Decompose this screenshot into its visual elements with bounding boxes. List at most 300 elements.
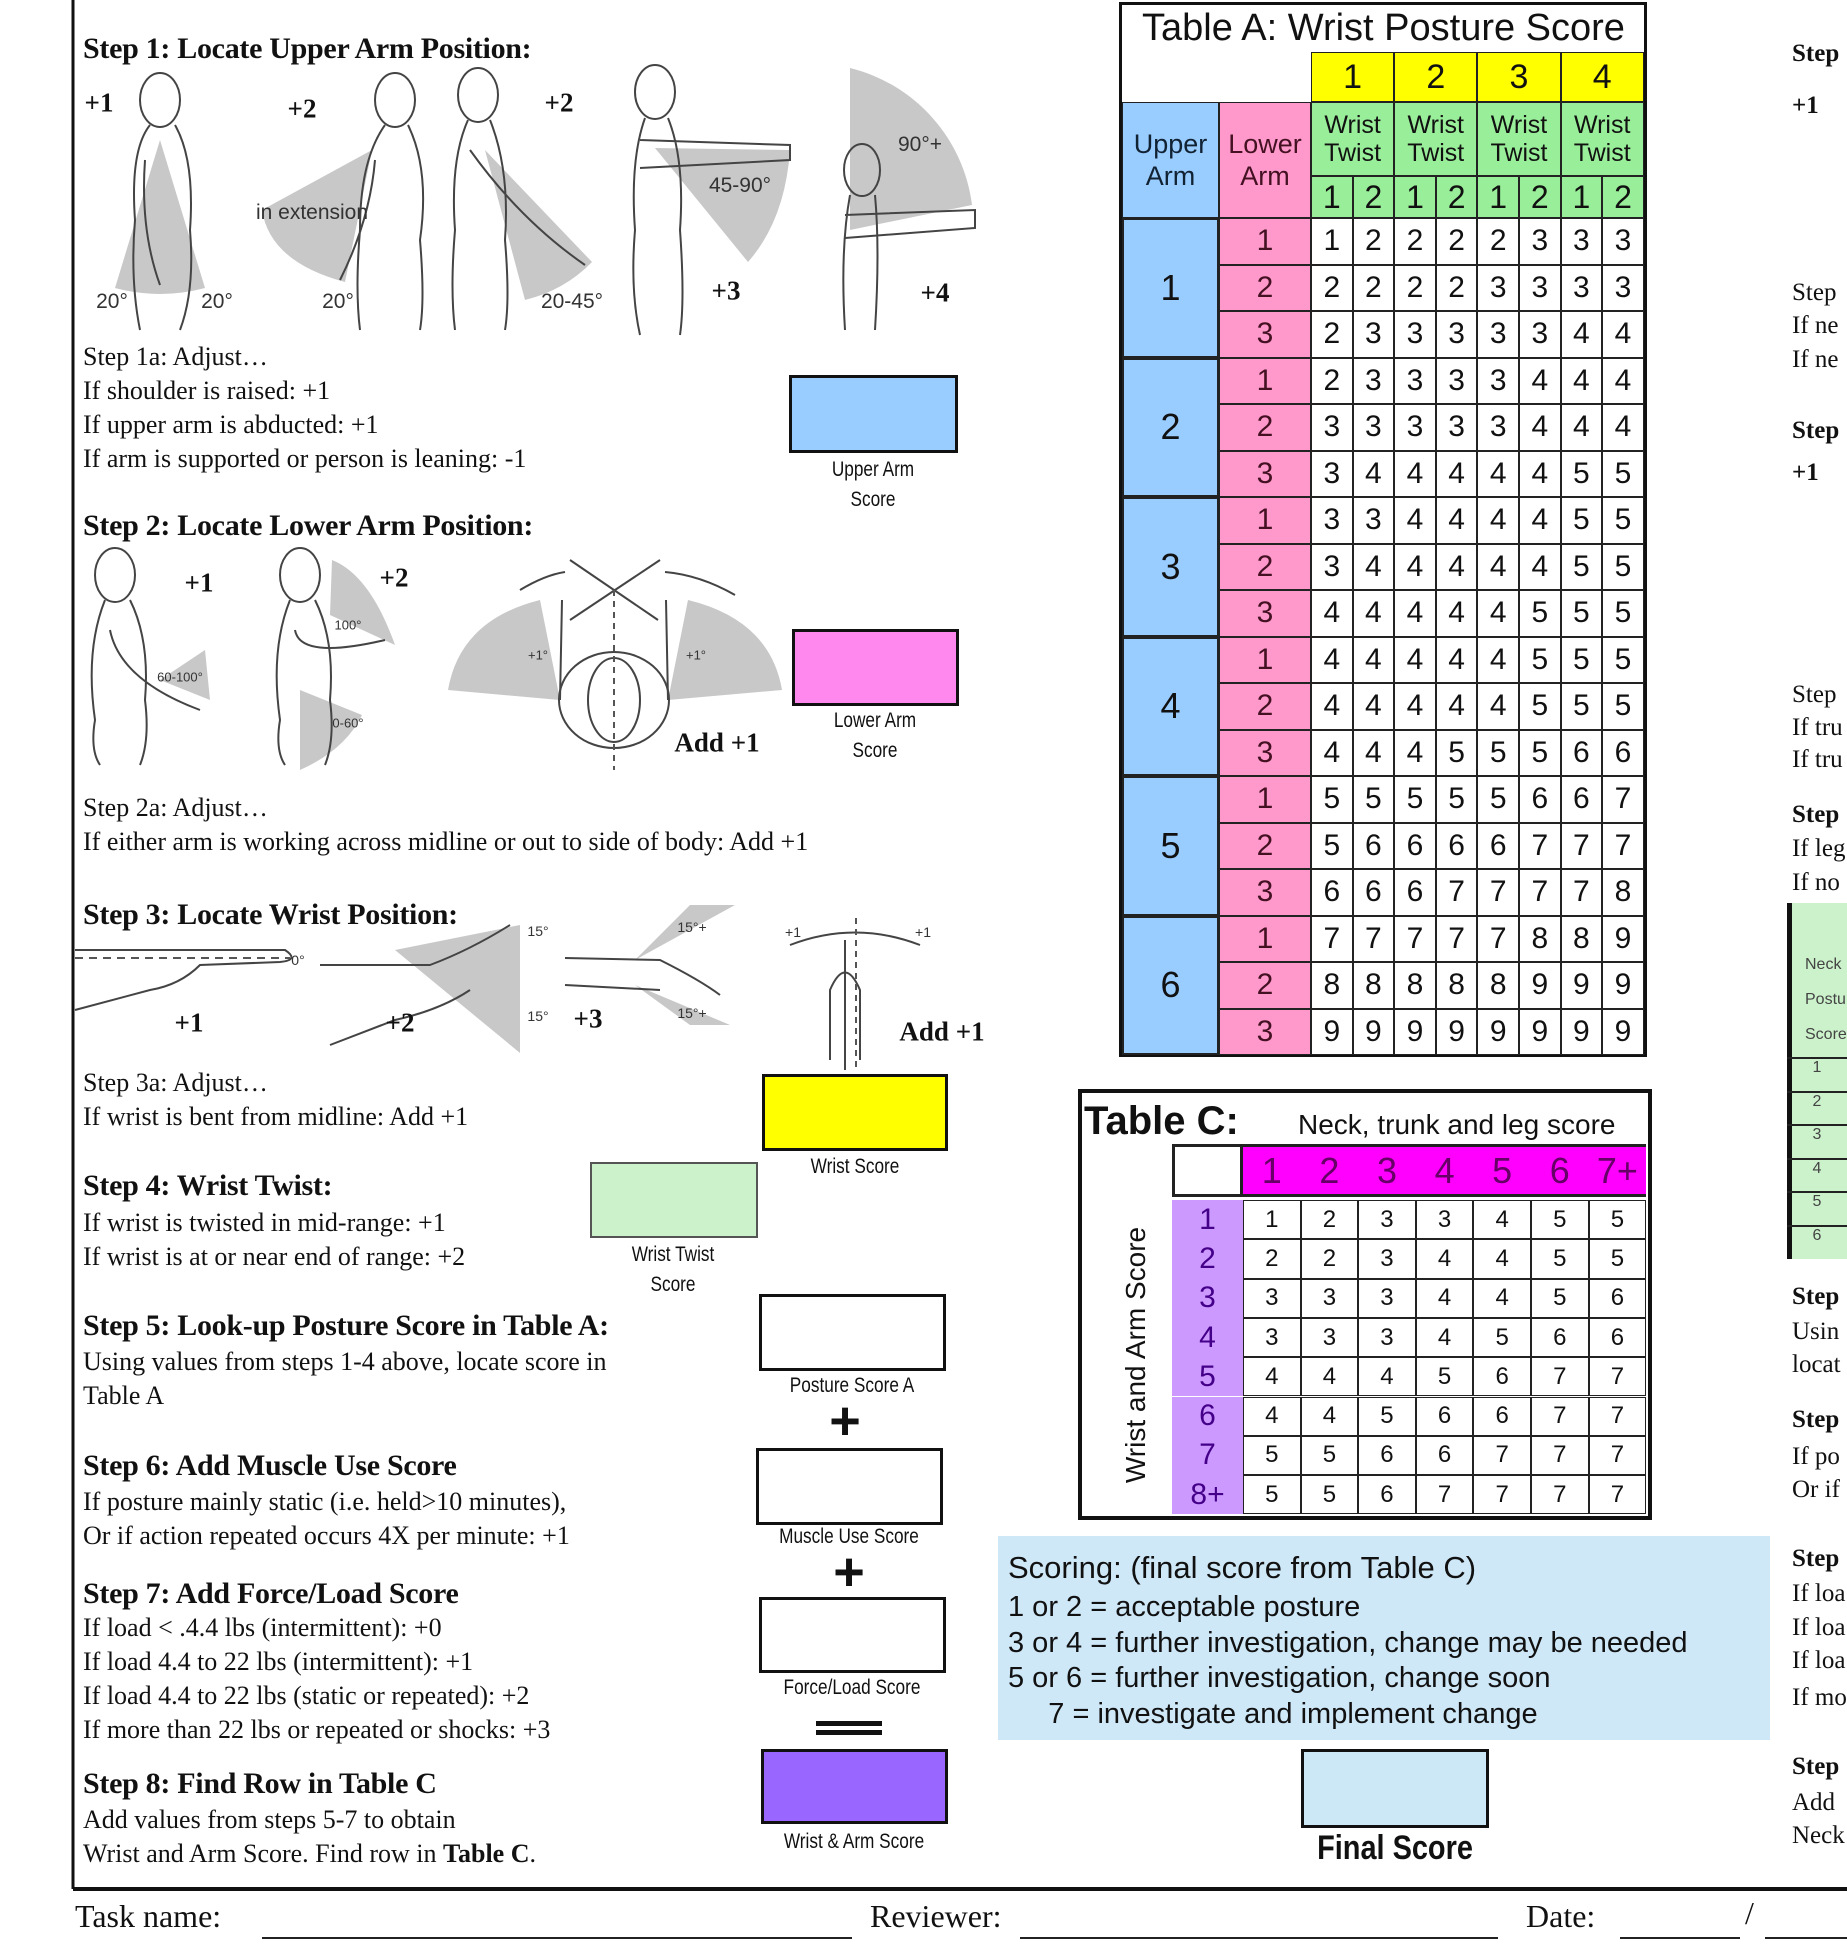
lower-arm-header-text: Arm [1240, 161, 1290, 191]
step1a-title: Step 1a: Adjust… [83, 342, 268, 371]
cutoff-text: Step [1792, 801, 1840, 828]
cutoff-text: Add [1792, 1789, 1836, 1816]
table-a-cell: 7 [1519, 823, 1561, 870]
lower-arm-value: 2 [1219, 544, 1311, 591]
scoring-line: 5 or 6 = further investigation, change soon [1008, 1662, 1551, 1694]
table-a-cell: 6 [1394, 823, 1436, 870]
date-day-field[interactable] [1765, 1937, 1847, 1939]
table-a-cell: 3 [1561, 265, 1603, 312]
step7-line: If load 4.4 to 22 lbs (intermittent): +1 [83, 1647, 474, 1676]
lower-arm-value: 2 [1219, 265, 1311, 312]
table-a-cell: 4 [1436, 544, 1478, 591]
date-month-field[interactable] [1620, 1937, 1740, 1939]
table-a-cell: 5 [1602, 451, 1644, 498]
step3-score-plus1: +1 [174, 1007, 204, 1038]
wrist-twist-score-box[interactable] [590, 1162, 758, 1238]
upper-arm-value: 3 [1122, 497, 1219, 637]
wrist-twist-score-label: Wrist Twist Score [631, 1243, 715, 1296]
table-c-column-header: 1 [1243, 1144, 1301, 1197]
lower-arm-value: 1 [1219, 497, 1311, 544]
table-a-cell: 4 [1353, 590, 1395, 637]
table-c-row-label: 5 [1172, 1357, 1243, 1396]
step2a-adjust [83, 791, 808, 859]
table-c-cell: 6 [1416, 1436, 1474, 1475]
lower-arm-score-box[interactable] [792, 629, 959, 706]
upper-arm-header-text: Upper [1133, 129, 1208, 159]
table-a-cell: 7 [1561, 823, 1603, 870]
table-a-cell: 3 [1311, 451, 1353, 498]
step5-lines [83, 1345, 606, 1413]
step3-heading: Step 3: Locate Wrist Position: [83, 898, 458, 931]
table-c-row-label: 1 [1172, 1200, 1243, 1239]
step6-line: If posture mainly static (i.e. held>10 minutes), [83, 1487, 567, 1516]
table-a-cell: 2 [1394, 218, 1436, 265]
lower-arm-header-text: Lower [1228, 129, 1302, 159]
force-load-score-label: Force/Load Score [783, 1676, 921, 1699]
step1a-line: If arm is supported or person is leaning: -1 [83, 444, 527, 473]
table-c-cell: 5 [1358, 1397, 1416, 1436]
table-a-cell: 4 [1311, 590, 1353, 637]
angle-label: 0° [291, 952, 305, 968]
table-a-cell: 8 [1353, 962, 1395, 1009]
table-a-cell: 2 [1477, 218, 1519, 265]
table-a-cell: 4 [1353, 637, 1395, 684]
force-load-score-box[interactable] [759, 1597, 946, 1673]
final-score-label: Final Score [1317, 1829, 1473, 1867]
upper-arm-value: 5 [1122, 776, 1219, 916]
table-a-cell: 5 [1602, 544, 1644, 591]
step1-score-plus3: +3 [711, 275, 741, 306]
wrist-twist-value: 2 [1436, 176, 1478, 218]
cutoff-text: If ne [1792, 312, 1839, 339]
wrist-twist-label: Twist [1573, 139, 1631, 167]
table-a-cell: 3 [1353, 358, 1395, 405]
upper-arm-header-text: Arm [1145, 161, 1196, 191]
table-a-cell: 4 [1477, 590, 1519, 637]
table-c-cell: 3 [1301, 1279, 1359, 1318]
wrist-twist-header [1477, 102, 1560, 176]
table-a-cell: 4 [1394, 683, 1436, 730]
table-a-cell: 4 [1477, 544, 1519, 591]
cutoff-text: If po [1792, 1443, 1840, 1470]
neck-posture-header: Score [1805, 1026, 1847, 1043]
table-c-row-label: 7 [1172, 1436, 1243, 1475]
cutoff-text: If leg [1792, 835, 1846, 862]
lower-arm-value: 3 [1219, 1009, 1311, 1056]
table-a-cell: 5 [1561, 497, 1603, 544]
table-a-cell: 2 [1311, 265, 1353, 312]
step7-heading: Step 7: Add Force/Load Score [83, 1577, 459, 1610]
table-a-cell: 9 [1602, 916, 1644, 963]
wrist-arm-score-box[interactable] [761, 1749, 948, 1824]
table-a-cell: 2 [1311, 311, 1353, 358]
table-c-cell: 4 [1243, 1357, 1301, 1396]
step3-add-plus1: Add +1 [899, 1016, 985, 1047]
table-c-cell: 1 [1243, 1200, 1301, 1239]
step1-heading: Step 1: Locate Upper Arm Position: [83, 32, 532, 65]
wrist-twist-label: Wrist [1490, 111, 1548, 139]
table-c-cell: 2 [1301, 1239, 1359, 1278]
neck-posture-row: 4 [1787, 1158, 1847, 1192]
wrist-twist-label: Wrist [1407, 111, 1465, 139]
table-a-cell: 1 [1311, 218, 1353, 265]
table-a-cell: 4 [1477, 683, 1519, 730]
posture-score-a-label: Posture Score A [789, 1374, 915, 1397]
table-a-cell: 7 [1477, 916, 1519, 963]
angle-label: 45-90° [708, 174, 772, 197]
table-a-cell: 2 [1436, 218, 1478, 265]
wrist-twist-label: Twist [1490, 139, 1548, 167]
upper-arm-value: 6 [1122, 916, 1219, 1056]
table-a-cell: 3 [1353, 404, 1395, 451]
table-a-cell: 5 [1561, 590, 1603, 637]
table-a-cell: 3 [1477, 311, 1519, 358]
table-a-cell: 4 [1394, 497, 1436, 544]
table-c-column-header: 5 [1473, 1144, 1531, 1197]
angle-label: 100° [334, 617, 362, 633]
table-a-cell: 4 [1436, 451, 1478, 498]
table-a-cell: 4 [1436, 590, 1478, 637]
cutoff-text: If loa [1792, 1647, 1846, 1674]
angle-label: 90°+ [897, 133, 943, 156]
angle-label: +1° [527, 647, 549, 663]
upper-arm-header [1122, 102, 1219, 218]
table-a-cell: 5 [1477, 776, 1519, 823]
table-a-cell: 5 [1477, 730, 1519, 777]
step4-lines [83, 1206, 465, 1274]
lower-arm-value: 3 [1219, 451, 1311, 498]
step1a-line: If shoulder is raised: +1 [83, 376, 331, 405]
cutoff-text: Or if [1792, 1476, 1840, 1503]
table-c-cell: 5 [1301, 1475, 1359, 1514]
table-c-subtitle: Neck, trunk and leg score [1298, 1109, 1616, 1140]
table-a-cell: 5 [1436, 776, 1478, 823]
table-a-cell: 4 [1477, 637, 1519, 684]
lower-arm-value: 2 [1219, 683, 1311, 730]
table-c-cell: 5 [1416, 1357, 1474, 1396]
table-c-cell: 6 [1589, 1318, 1647, 1357]
lower-arm-value: 3 [1219, 730, 1311, 777]
table-c-cell: 2 [1243, 1239, 1301, 1278]
neck-posture-row: 1 [1787, 1057, 1847, 1091]
angle-label: 15° [527, 923, 549, 939]
step6-heading: Step 6: Add Muscle Use Score [83, 1449, 457, 1482]
table-a-cell: 9 [1394, 1009, 1436, 1056]
angle-label: 20-45° [540, 290, 604, 313]
scoring-legend [998, 1536, 1770, 1740]
table-a-cell: 6 [1561, 730, 1603, 777]
table-a-cell: 6 [1353, 869, 1395, 916]
table-a-cell: 4 [1436, 683, 1478, 730]
lower-arm-value: 1 [1219, 637, 1311, 684]
table-a-cell: 8 [1436, 962, 1478, 1009]
muscle-use-score-label: Muscle Use Score [779, 1525, 919, 1548]
table-a-cell: 2 [1436, 265, 1478, 312]
table-a-cell: 6 [1311, 869, 1353, 916]
table-a-cell: 9 [1519, 962, 1561, 1009]
date-separator: / [1745, 1895, 1754, 1931]
step7-line: If load 4.4 to 22 lbs (static or repeated): +2 [83, 1681, 530, 1710]
table-c-cell: 7 [1531, 1357, 1589, 1396]
table-a-cell: 4 [1394, 637, 1436, 684]
table-a-cell: 4 [1602, 404, 1644, 451]
lower-arm-value: 2 [1219, 404, 1311, 451]
upper-arm-value: 2 [1122, 358, 1219, 498]
table-c-cell: 5 [1531, 1200, 1589, 1239]
table-a-cell: 3 [1311, 404, 1353, 451]
table-c-cell: 4 [1301, 1397, 1359, 1436]
angle-label: 20° [96, 290, 128, 313]
table-a-cell: 7 [1394, 916, 1436, 963]
table-a-cell: 5 [1602, 637, 1644, 684]
table-a-cell: 4 [1436, 497, 1478, 544]
table-c-cell: 6 [1531, 1318, 1589, 1357]
table-c-cell: 4 [1473, 1239, 1531, 1278]
neck-posture-row: 6 [1787, 1225, 1847, 1259]
cutoff-text: If tru [1792, 714, 1843, 741]
date-label: Date: [1526, 1898, 1596, 1934]
table-c-cell: 3 [1358, 1200, 1416, 1239]
step6-lines [83, 1485, 570, 1553]
table-c-cell: 4 [1473, 1200, 1531, 1239]
table-c-cell: 7 [1531, 1397, 1589, 1436]
table-a-cell: 9 [1353, 1009, 1395, 1056]
wrist-twist-value: 1 [1561, 176, 1603, 218]
angle-label: 15° [527, 1008, 549, 1024]
cutoff-text: Step [1792, 681, 1837, 708]
step6-line: Or if action repeated occurs 4X per minute: +1 [83, 1521, 570, 1550]
reviewer-field[interactable] [1020, 1937, 1498, 1939]
table-a-cell: 9 [1436, 1009, 1478, 1056]
table-c-cell: 7 [1589, 1397, 1647, 1436]
table-c-cell: 4 [1358, 1357, 1416, 1396]
table-a-cell: 3 [1519, 265, 1561, 312]
table-a-cell: 3 [1561, 218, 1603, 265]
table-a-cell: 3 [1602, 265, 1644, 312]
upper-arm-score-box[interactable] [789, 375, 958, 453]
cutoff-text: Step [1792, 1753, 1840, 1780]
table-a-cell: 4 [1602, 311, 1644, 358]
table-a-cell: 7 [1561, 869, 1603, 916]
table-a-cell: 6 [1477, 823, 1519, 870]
table-a-cell: 9 [1477, 1009, 1519, 1056]
step1a-line: If upper arm is abducted: +1 [83, 410, 379, 439]
cutoff-text: If tru [1792, 746, 1843, 773]
step3a-title: Step 3a: Adjust… [83, 1068, 268, 1097]
task-name-label: Task name: [75, 1898, 222, 1934]
table-c-column-header: 4 [1416, 1144, 1474, 1197]
reviewer-label: Reviewer: [870, 1898, 1002, 1934]
wrist-twist-value: 1 [1311, 176, 1353, 218]
step2a-title: Step 2a: Adjust… [83, 793, 268, 822]
table-c-cell: 7 [1531, 1436, 1589, 1475]
table-c-row-label: 6 [1172, 1397, 1243, 1436]
table-a-cell: 5 [1311, 776, 1353, 823]
wrist-twist-value: 2 [1519, 176, 1561, 218]
table-a-cell: 3 [1353, 497, 1395, 544]
step4-heading: Step 4: Wrist Twist: [83, 1169, 333, 1202]
table-a-cell: 3 [1436, 358, 1478, 405]
table-c-cell: 7 [1531, 1475, 1589, 1514]
table-a-cell: 3 [1394, 404, 1436, 451]
wrist-score-label: Wrist Score [810, 1155, 900, 1178]
table-c-cell: 2 [1301, 1200, 1359, 1239]
table-a-cell: 4 [1353, 730, 1395, 777]
table-a-cell: 8 [1519, 916, 1561, 963]
table-a-cell: 6 [1353, 823, 1395, 870]
table-c-cell: 3 [1358, 1318, 1416, 1357]
wrist-score-header: 3 [1477, 52, 1560, 102]
table-a-cell: 9 [1561, 962, 1603, 1009]
table-a-cell: 4 [1519, 544, 1561, 591]
table-a-cell: 3 [1602, 218, 1644, 265]
table-c-cell: 5 [1531, 1279, 1589, 1318]
table-a-cell: 9 [1602, 962, 1644, 1009]
neck-posture-row: 5 [1787, 1191, 1847, 1225]
table-c-cell: 6 [1589, 1279, 1647, 1318]
table-c-title: Table C: [1084, 1099, 1239, 1143]
table-a-cell: 8 [1561, 916, 1603, 963]
table-c [1078, 1089, 1652, 1520]
table-a-cell: 5 [1519, 590, 1561, 637]
table-a-cell: 5 [1602, 683, 1644, 730]
table-a-cell: 3 [1436, 311, 1478, 358]
table-c-cell: 4 [1301, 1357, 1359, 1396]
step3a-adjust [83, 1066, 468, 1134]
lower-arm-value: 3 [1219, 311, 1311, 358]
task-name-field[interactable] [262, 1937, 852, 1939]
table-c-row-label: 3 [1172, 1279, 1243, 1318]
table-c-column-header: 6 [1531, 1144, 1589, 1197]
step7-lines [83, 1611, 550, 1747]
wrist-twist-header [1394, 102, 1477, 176]
table-a-cell: 4 [1519, 358, 1561, 405]
step7-line: If load < .4.4 lbs (intermittent): +0 [83, 1613, 442, 1642]
cutoff-text: Usin [1792, 1318, 1840, 1345]
angle-label: 15°+ [677, 919, 707, 935]
table-c-cell: 5 [1589, 1200, 1647, 1239]
table-c-cell: 5 [1301, 1436, 1359, 1475]
cutoff-text: If loa [1792, 1614, 1846, 1641]
table-a-cell: 5 [1519, 637, 1561, 684]
table-c-cell: 7 [1589, 1475, 1647, 1514]
table-a-cell: 8 [1394, 962, 1436, 1009]
lower-arm-value: 1 [1219, 358, 1311, 405]
wrist-twist-value: 2 [1602, 176, 1644, 218]
table-a-cell: 3 [1394, 311, 1436, 358]
table-c-cell: 3 [1358, 1239, 1416, 1278]
table-c-cell: 4 [1473, 1279, 1531, 1318]
table-a-cell: 4 [1394, 544, 1436, 591]
table-a-cell: 8 [1477, 962, 1519, 1009]
table-a-cell: 3 [1311, 497, 1353, 544]
neck-posture-row: 3 [1787, 1124, 1847, 1158]
step2a-line: If either arm is working across midline or out to side of body: Add +1 [83, 827, 809, 856]
table-a-cell: 4 [1561, 358, 1603, 405]
wrist-twist-header [1561, 102, 1644, 176]
table-a-cell: 7 [1477, 869, 1519, 916]
table-a-cell: 4 [1353, 451, 1395, 498]
equals-operator [816, 1721, 882, 1735]
cutoff-text: +1 [1792, 92, 1819, 119]
table-a-cell: 5 [1602, 497, 1644, 544]
lower-arm-value: 1 [1219, 776, 1311, 823]
posture-score-a-box[interactable] [759, 1294, 946, 1371]
angle-label: 15°+ [677, 1005, 707, 1021]
table-c-cell: 3 [1243, 1318, 1301, 1357]
wrist-score-box[interactable] [762, 1074, 948, 1151]
cutoff-text: Step [1792, 1545, 1840, 1572]
table-c-cell: 3 [1358, 1279, 1416, 1318]
table-a-cell: 6 [1394, 869, 1436, 916]
table-c-cell: 7 [1416, 1475, 1474, 1514]
lower-arm-value: 3 [1219, 869, 1311, 916]
table-a-cell: 5 [1602, 590, 1644, 637]
table-c-column-header: 3 [1358, 1144, 1416, 1197]
wrist-twist-label: Twist [1407, 139, 1465, 167]
table-c-row-label: 4 [1172, 1318, 1243, 1357]
step1-score-plus4: +4 [920, 277, 950, 308]
table-c-cell: 4 [1416, 1318, 1474, 1357]
table-a-cell: 4 [1602, 358, 1644, 405]
table-a-cell: 5 [1394, 776, 1436, 823]
table-c-cell: 5 [1243, 1475, 1301, 1514]
step3a-line: If wrist is bent from midline: Add +1 [83, 1102, 469, 1131]
lower-arm-value: 1 [1219, 916, 1311, 963]
table-c-cell: 3 [1243, 1279, 1301, 1318]
table-a-cell: 3 [1519, 311, 1561, 358]
table-c-cell: 6 [1416, 1397, 1474, 1436]
step1a-adjust [83, 340, 526, 476]
table-c-cell: 6 [1473, 1357, 1531, 1396]
muscle-use-score-box[interactable] [756, 1448, 943, 1525]
table-a-cell: 4 [1394, 730, 1436, 777]
table-a-cell: 4 [1561, 404, 1603, 451]
neck-posture-row: 2 [1787, 1091, 1847, 1125]
table-a-cell: 7 [1602, 776, 1644, 823]
table-a-cell: 3 [1519, 218, 1561, 265]
lower-arm-value: 2 [1219, 823, 1311, 870]
table-a-cell: 7 [1436, 916, 1478, 963]
wrist-twist-label: Wrist [1573, 111, 1631, 139]
table-a-cell: 4 [1311, 730, 1353, 777]
step7-line: If more than 22 lbs or repeated or shocks: +3 [83, 1715, 551, 1744]
step2-score-plus2: +2 [379, 562, 409, 593]
table-c-cell: 4 [1416, 1279, 1474, 1318]
table-a-cell: 5 [1561, 544, 1603, 591]
step8-line: Add values from steps 5-7 to obtain [83, 1805, 456, 1834]
step5-line: Using values from steps 1-4 above, locate score in [83, 1347, 607, 1376]
table-c-cell: 7 [1473, 1475, 1531, 1514]
step3-score-plus2: +2 [385, 1007, 415, 1038]
table-a-cell: 7 [1353, 916, 1395, 963]
table-a-cell: 3 [1477, 265, 1519, 312]
table-c-cell: 3 [1301, 1318, 1359, 1357]
table-a-cell: 4 [1436, 637, 1478, 684]
table-a-cell: 5 [1519, 683, 1561, 730]
wrist-arm-score-label: Wrist & Arm Score [783, 1830, 925, 1853]
step2-add-plus1: Add +1 [674, 727, 760, 758]
step1-score-plus1: +1 [84, 87, 114, 118]
table-a-cell: 5 [1519, 730, 1561, 777]
angle-label: +1 [785, 924, 801, 940]
table-a-cell: 3 [1477, 358, 1519, 405]
final-score-box[interactable] [1301, 1749, 1489, 1828]
table-a-cell: 4 [1311, 637, 1353, 684]
table-a-cell: 8 [1602, 869, 1644, 916]
table-a-cell: 6 [1561, 776, 1603, 823]
in-extension-label: in extension [255, 201, 369, 224]
